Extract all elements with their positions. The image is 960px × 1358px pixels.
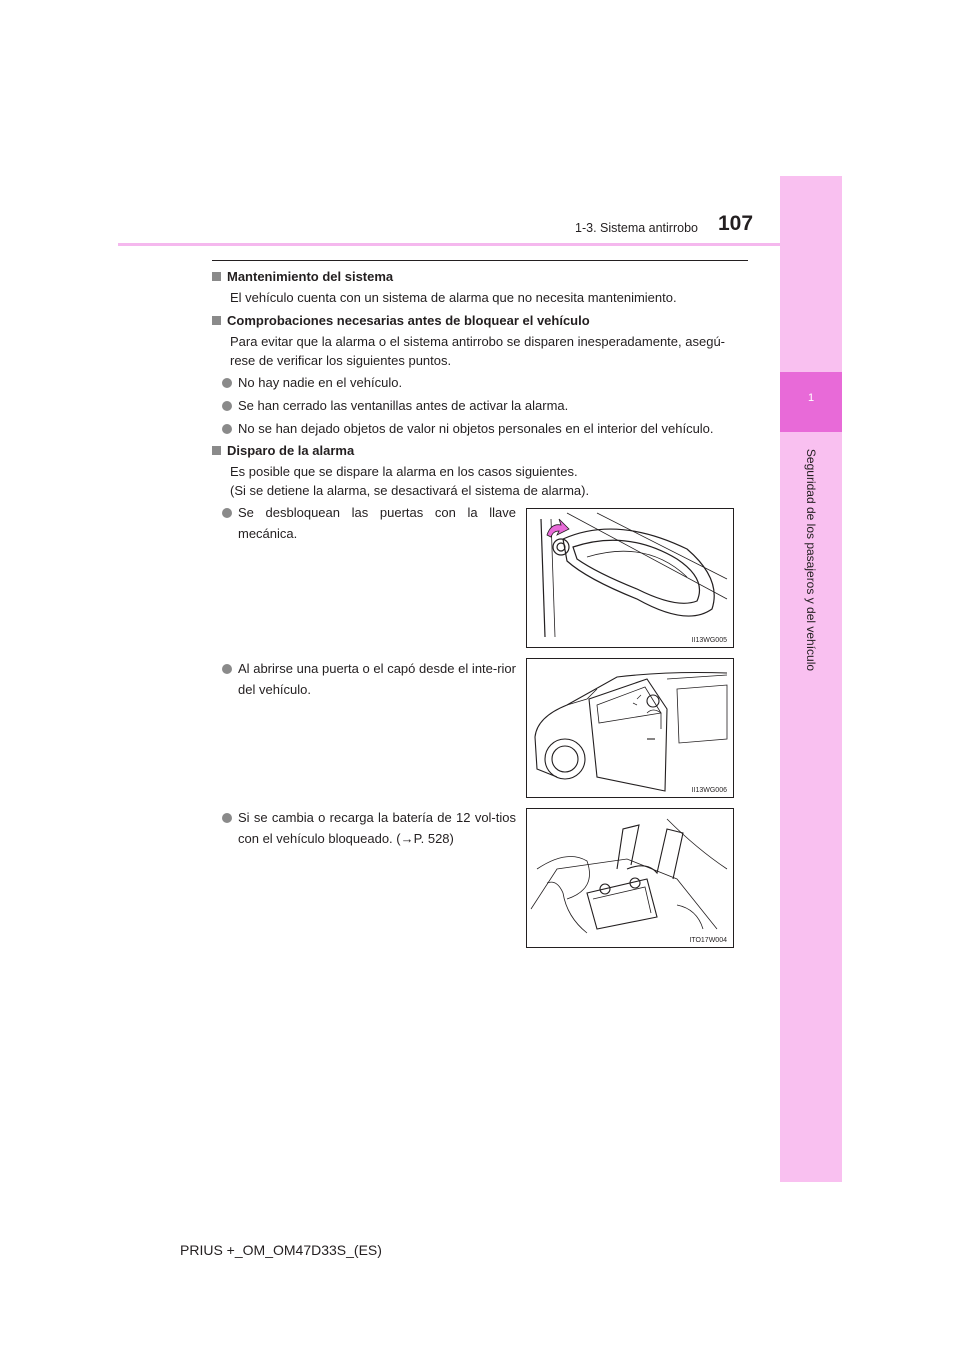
chapter-title: Seguridad de los pasajeros y del vehículo [804,448,818,672]
bullet-icon [222,664,232,674]
heading-checks: Comprobaciones necesarias antes de bloquear el vehículo [212,313,590,328]
chapter-number: 1 [807,392,815,404]
bullet-icon [222,508,232,518]
checks-text-line-2: rese de verificar los siguientes puntos. [230,353,452,368]
chapter-side-tab [780,176,842,1182]
footer-doc-code: PRIUS +_OM_OM47D33S_(ES) [180,1242,382,1258]
list-item: No hay nadie en el vehículo. [222,373,402,393]
figure-bullet-text: Se desbloquean las puertas con la llave mecánica. [238,505,516,541]
list-item: Se han cerrado las ventanillas antes de activar la alarma. [222,396,568,416]
figure-door-handle-key [526,508,734,648]
figure-bullet-text: Si se cambia o recarga la batería de 12 vol-tios con el vehículo bloqueado. (→P. 528) [238,810,516,846]
section-title: 1-3. Sistema antirrobo [575,221,698,235]
figure-code: ITO17W004 [689,937,727,944]
heading-square-icon [212,272,221,281]
list-item: No se han dejado objetos de valor ni objetos personales en el interior del vehículo. [222,419,714,439]
alarm-text-line-1: Es posible que se dispare la alarma en los casos siguientes. [230,464,578,479]
figure-battery-replacement [526,808,734,948]
figure-code: II13WG006 [691,787,727,794]
bullet-icon [222,401,232,411]
content-rule [212,260,748,261]
header-line [118,243,780,246]
figure-car-door-open [526,658,734,798]
maintenance-text: El vehículo cuenta con un sistema de alarma que no necesita mantenimiento. [230,290,677,305]
bullet-icon [222,424,232,434]
bullet-icon [222,378,232,388]
bullet-icon [222,813,232,823]
figure-bullet-text: Al abrirse una puerta o el capó desde el inte-rior del vehículo. [238,661,516,697]
page-number: 107 [718,212,754,235]
heading-square-icon [212,446,221,455]
alarm-text-line-2: (Si se detiene la alarma, se desactivará el sistema de alarma). [230,483,590,498]
heading-square-icon [212,316,221,325]
heading-maintenance: Mantenimiento del sistema [212,269,393,284]
heading-alarm-trigger: Disparo de la alarma [212,443,354,458]
figure-code: II13WG005 [691,637,727,644]
checks-text-line-1: Para evitar que la alarma o el sistema antirrobo se disparen inesperadamente, asegú- [230,334,725,349]
